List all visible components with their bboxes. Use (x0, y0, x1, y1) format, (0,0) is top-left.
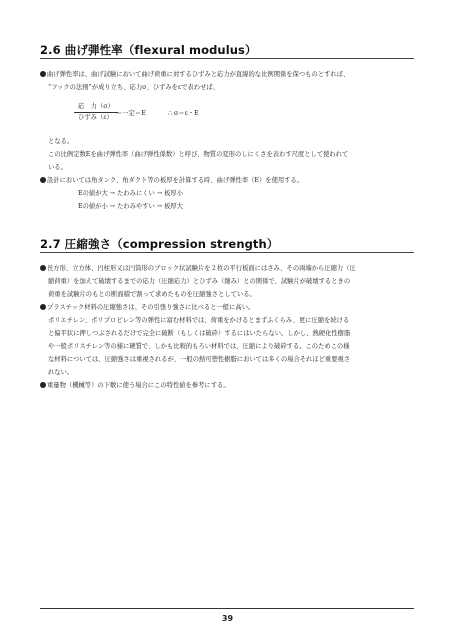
bullet-icon (40, 71, 46, 77)
formula-result: ∴ σ＝ε・E (168, 110, 199, 117)
formula-fraction (74, 102, 118, 123)
bullet-icon (40, 304, 46, 310)
paragraph (40, 301, 412, 314)
text-line: プラスチック材料の圧縮強さは、その引張り強さに比べると一般に高い。 (47, 304, 255, 311)
bullet-icon (40, 382, 46, 388)
bullet-icon (40, 265, 46, 271)
heading-rule (40, 58, 414, 59)
text-line: “フックの法則”が成り立ち、応力σ、ひずみをεで表わせば、 (48, 84, 219, 91)
text-line: 縮荷重）を加えて破壊するまでの応力（圧縮応力）とひずみ（縮み）との関係で、試験片が破壊するときの (48, 278, 351, 285)
page-number: 39 (221, 614, 234, 623)
arrow-relation-line: Eの値が小 → たわみやすい → 板厚大 (78, 203, 184, 210)
section-heading-flexural-modulus: 2.6 曲げ弾性率（flexural modulus） (40, 43, 257, 57)
footer-rule (40, 608, 414, 609)
text-line: いる。 (48, 164, 67, 171)
text-line: この比例定数Eを曲げ弾性率（曲げ弾性係数）と呼び、物質の変形のしにくさを表わす尺度として使われて (48, 151, 349, 158)
text-line: と偏平状に押しつぶされるだけで完全に破断（もしくは破砕）するにはいたらない。しかし、熱硬化性樹脂 (48, 330, 351, 337)
paragraph (40, 379, 412, 392)
text-line: 設計においては角タンク、角ダクト等の板厚を計算する時、曲げ弾性率（E）を使用する。 (47, 177, 304, 184)
formula-constant: ＝一定＝E (116, 110, 146, 117)
formula-numerator: 応 力（σ） (74, 102, 118, 113)
text-line: れない。 (48, 369, 74, 376)
text-line: 長方形、立方体、円柱形又は円筒形のブロック状試験片を２枚の平行板面にはさみ、その両端から圧縮力（圧 (47, 265, 356, 272)
section-heading-compression-strength: 2.7 圧縮強さ（compression strength） (40, 237, 279, 251)
paragraph (40, 174, 412, 187)
text-line: な材料については、圧縮強さは重視されるが、一般の熱可塑性樹脂においては多くの場合それほど重要視さ (48, 356, 351, 363)
heading-rule (40, 252, 414, 253)
text-line: となる。 (48, 138, 74, 145)
bullet-icon (40, 177, 46, 183)
text-line: ポリエチレン、ポリプロピレン等の弾性に富む材料では、荷重をかけるとまずふくらみ、更に圧縮を続ける (48, 317, 350, 324)
text-line: 重量物（機械等）の下敷に使う場合にこの特性値を参考にする。 (47, 382, 230, 389)
text-line: 荷重を試験片のもとの断面積で割って求めたものを圧縮強さとしている。 (48, 291, 256, 298)
arrow-relation-line: Eの値が大 → たわみにくい → 板厚小 (78, 190, 184, 197)
text-line: 曲げ弾性率は、曲げ試験において曲げ荷重に対するひずみと応力が直線的な比例関係を保つものとすれば、 (47, 71, 350, 78)
paragraph (40, 68, 412, 81)
text-line: や一般ポリスチレン等の様に硬質で、しかも比較的もろい材料では、圧縮により破砕する。このためこの様 (48, 343, 350, 350)
paragraph (40, 262, 412, 275)
formula-denominator: ひずみ（ε） (78, 114, 113, 121)
